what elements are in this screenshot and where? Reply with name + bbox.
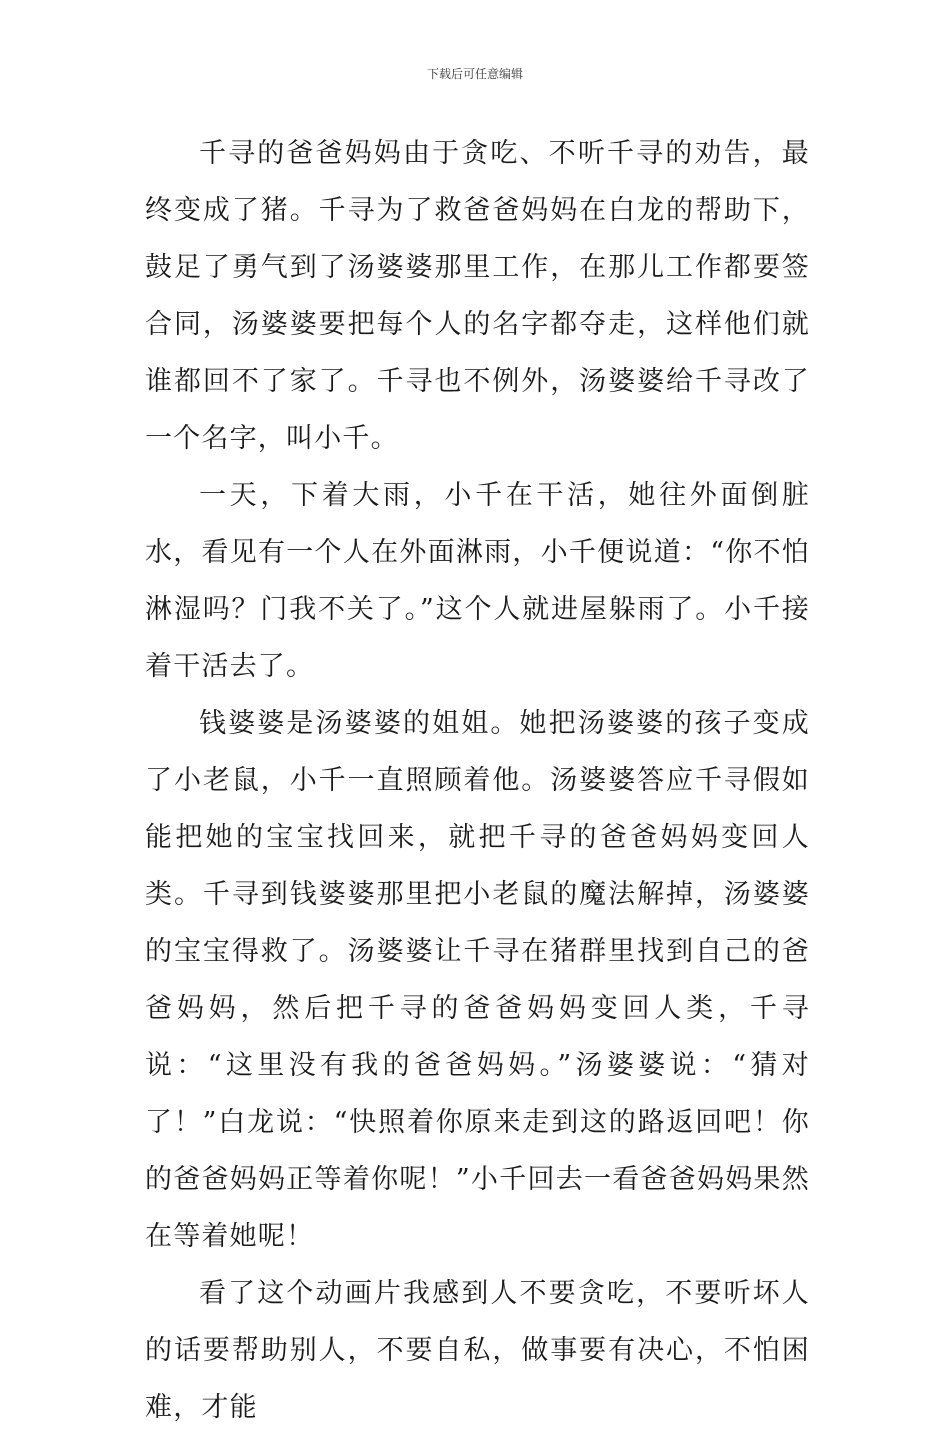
document-body xyxy=(145,125,810,1436)
paragraph-4: 看了这个动画片我感到人不要贪吃，不要听坏人的话要帮助别人，不要自私，做事要有决心，不怕困难，才能 xyxy=(145,1278,810,1423)
paragraph-1: 千寻的爸爸妈妈由于贪吃、不听千寻的劝告，最终变成了猪。千寻为了救爸爸妈妈在白龙的帮助下，鼓足了勇气到了汤婆婆那里工作，在那儿工作都要签合同，汤婆婆要把每个人的名字都夺走，这样他们就谁都回不了家了。千寻也不例外，汤婆婆给千寻改了一个名字，叫小千。 xyxy=(145,138,810,454)
paragraph-3: 钱婆婆是汤婆婆的姐姐。她把汤婆婆的孩子变成了小老鼠，小千一直照顾着他。汤婆婆答应千寻假如能把她的宝宝找回来，就把千寻的爸爸妈妈变回人类。千寻到钱婆婆那里把小老鼠的魔法解掉，汤婆婆的宝宝得救了。汤婆婆让千寻在猪群里找到自己的爸爸妈妈，然后把千寻的爸爸妈妈变回人类，千寻说：“这里没有我的爸爸妈妈。”汤婆婆说：“猜对了！”白龙说：“快照着你原来走到这的路返回吧！你的爸爸妈妈正等着你呢！”小千回去一看爸爸妈妈果然在等着她呢！ xyxy=(145,708,810,1252)
page-header: 下载后可任意编辑 xyxy=(426,67,523,81)
paragraph-2: 一天，下着大雨，小千在干活，她往外面倒脏水，看见有一个人在外面淋雨，小千便说道：“你不怕淋湿吗？门我不关了。”这个人就进屋躲雨了。小千接着干活去了。 xyxy=(145,480,810,682)
